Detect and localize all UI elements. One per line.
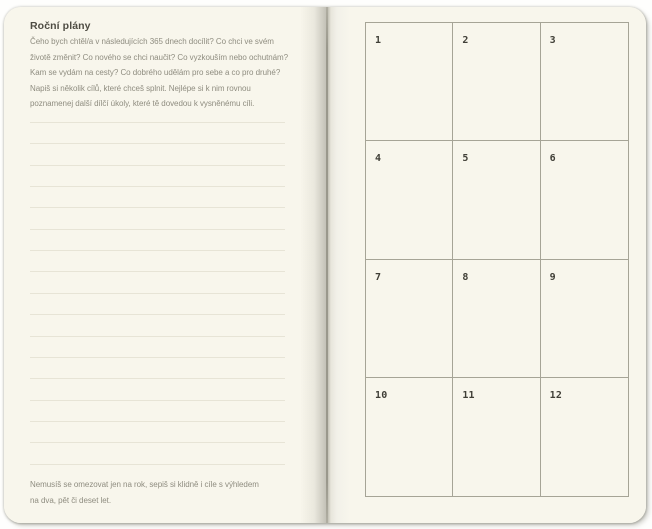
- intro-line: životě změnit? Co nového se chci naučit? Co vyzkouším nebo ochutnám?: [30, 52, 289, 62]
- ruled-line: [30, 165, 285, 166]
- month-number: 4: [375, 153, 382, 165]
- page-title: Roční plány: [30, 20, 91, 32]
- month-number: 6: [549, 153, 556, 165]
- ruled-line: [30, 143, 285, 144]
- ruled-line: [30, 229, 285, 230]
- ruled-lines: [30, 122, 285, 467]
- month-cell: [366, 141, 453, 259]
- month-cell: [453, 378, 540, 496]
- month-number: 9: [549, 271, 556, 283]
- ruled-line: [30, 186, 285, 187]
- ruled-line: [30, 271, 285, 272]
- month-cell: [541, 378, 628, 496]
- open-notebook: [4, 7, 646, 523]
- month-cell: [453, 23, 540, 141]
- ruled-line: [30, 421, 285, 422]
- ruled-line: [30, 442, 285, 443]
- month-number: 8: [462, 271, 469, 283]
- footer-line: Nemusíš se omezovat jen na rok, sepiš si klidně i cíle s výhledem: [30, 480, 259, 489]
- ruled-line: [30, 400, 285, 401]
- ruled-line: [30, 207, 285, 208]
- ruled-line: [30, 378, 285, 379]
- intro-paragraph: [30, 34, 300, 112]
- month-number: 11: [462, 389, 475, 401]
- month-cell: [541, 141, 628, 259]
- month-number: 2: [462, 35, 469, 46]
- month-number: 5: [462, 153, 469, 165]
- month-cell: [453, 141, 540, 259]
- month-number: 10: [375, 389, 388, 401]
- right-page: [328, 7, 646, 523]
- ruled-line: [30, 357, 285, 358]
- ruled-line: [30, 336, 285, 337]
- ruled-line: [30, 464, 285, 465]
- month-cell: [366, 378, 453, 496]
- month-number: 1: [375, 35, 382, 46]
- month-cell: [541, 23, 628, 141]
- ruled-line: [30, 122, 285, 123]
- intro-line: Napiš si několik cílů, které chceš splnit. Nejlépe si k nim rovnou: [30, 83, 251, 93]
- month-cell: [453, 260, 540, 378]
- month-number: 7: [375, 271, 382, 283]
- footer-line: na dva, pět či deset let.: [30, 495, 112, 505]
- intro-line: Kam se vydám na cesty? Co dobrého udělám pro sebe a co pro druhé?: [30, 68, 281, 78]
- month-cell: [541, 260, 628, 378]
- footer-note: [30, 477, 259, 508]
- month-number: 3: [549, 35, 556, 46]
- ruled-line: [30, 314, 285, 315]
- ruled-line: [30, 293, 285, 294]
- month-cell: [366, 23, 453, 141]
- gutter-shadow: [300, 7, 326, 523]
- intro-line: Čeho bych chtěl/a v následujících 365 dnech docílit? Co chci ve svém: [30, 37, 274, 46]
- months-grid: [365, 22, 629, 497]
- intro-line: poznamenej další dílčí úkoly, které tě dovedou k vysněnému cíli.: [30, 99, 255, 109]
- month-cell: [366, 260, 453, 378]
- ruled-line: [30, 250, 285, 251]
- month-number: 12: [549, 389, 563, 401]
- left-page: [4, 7, 326, 523]
